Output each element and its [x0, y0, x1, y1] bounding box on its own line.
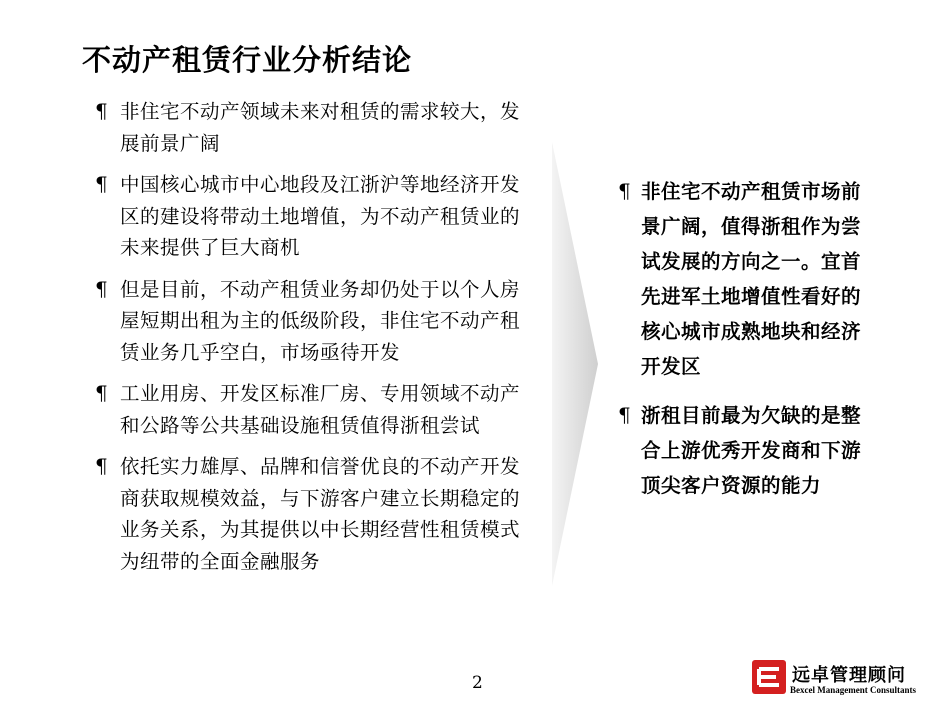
- finding-text: 非住宅不动产领域未来对租赁的需求较大，发展前景广阔: [120, 100, 521, 155]
- conclusion-item: [618, 398, 868, 503]
- finding-item: [95, 96, 535, 159]
- pilcrow-bullet-icon: ¶: [95, 454, 109, 478]
- pilcrow-bullet-icon: ¶: [95, 172, 109, 196]
- pilcrow-bullet-icon: ¶: [618, 179, 632, 203]
- conclusion-item: [618, 174, 868, 384]
- finding-text: 工业用房、开发区标准厂房、专用领域不动产和公路等公共基础设施租赁值得浙租尝试: [120, 382, 521, 437]
- logo-name-cn: 远卓管理顾问: [792, 665, 906, 686]
- page-number: 2: [472, 673, 483, 693]
- slide-title: 不动产租赁行业分析结论: [82, 43, 413, 77]
- pilcrow-bullet-icon: ¶: [618, 403, 632, 427]
- conclusion-text: 非住宅不动产租赁市场前景广阔，值得浙租作为尝试发展的方向之一。宜首先进军土地增值性看好的核心城市成熟地块和经济开发区: [641, 180, 862, 378]
- right-chevron-arrow-icon: [552, 142, 598, 586]
- finding-item: [95, 451, 535, 577]
- company-logo: [748, 660, 928, 700]
- conclusion-text: 浙租目前最为欠缺的是整合上游优秀开发商和下游顶尖客户资源的能力: [641, 404, 862, 497]
- pilcrow-bullet-icon: ¶: [95, 99, 109, 123]
- conclusions-list: [618, 174, 868, 517]
- finding-item: [95, 274, 535, 369]
- finding-text: 依托实力雄厚、品牌和信誉优良的不动产开发商获取规模效益，与下游客户建立长期稳定的业务关系，为其提供以中长期经营性租赁模式为纽带的全面金融服务: [120, 455, 521, 573]
- finding-text: 中国核心城市中心地段及江浙沪等地经济开发区的建设将带动土地增值，为不动产租赁业的未来提供了巨大商机: [120, 173, 521, 259]
- findings-list: [95, 96, 535, 587]
- finding-text: 但是目前，不动产租赁业务却仍处于以个人房屋短期出租为主的低级阶段，非住宅不动产租赁业务几乎空白，市场亟待开发: [120, 277, 521, 364]
- logo-name-en: Bexcel Management Consultants: [790, 685, 916, 695]
- bexcel-logo-mark-icon: [752, 660, 786, 694]
- pilcrow-bullet-icon: ¶: [95, 381, 109, 405]
- pilcrow-bullet-icon: ¶: [95, 276, 109, 301]
- finding-item: [95, 378, 535, 441]
- finding-item: [95, 169, 535, 264]
